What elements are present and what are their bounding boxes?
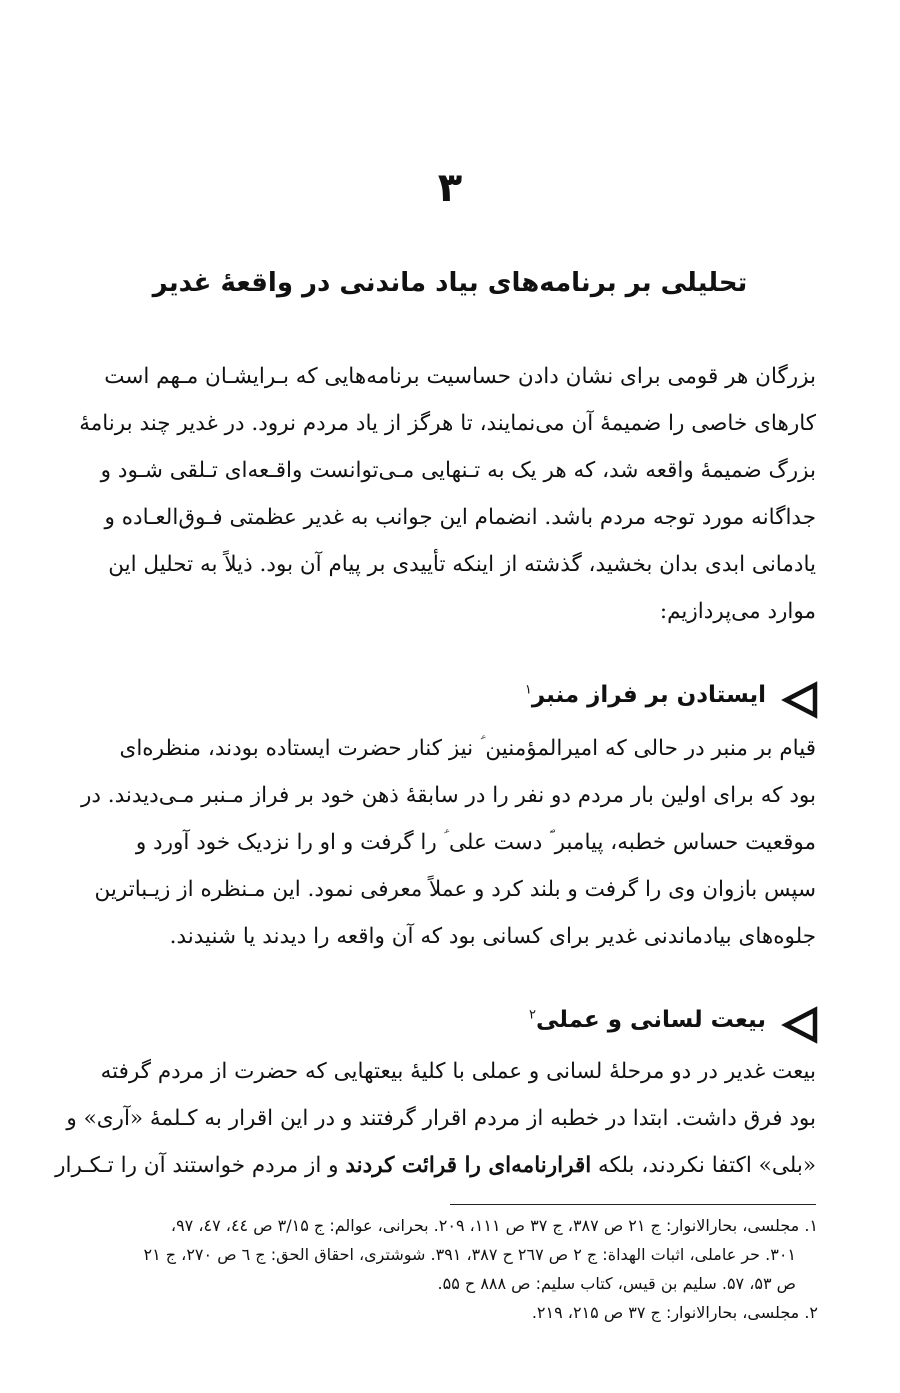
footnote-line: ۳۰۱. حر عاملی، اثبات الهداة: ج ۲ ص ۲٦۷ ح ۳۸۷، ۳۹۱. شوشتری، احقاق الحق: ج ٦ ص ۲۷۰، ج ۲۱ bbox=[143, 1245, 796, 1264]
section1-paragraph bbox=[80, 725, 816, 960]
footnote-line: ۱. مجلسی، بحارالانوار: ج ۲۱ ص ۳۸۷، ج ۳۷ ص ۱۱۱، ۲۰۹. بحرانی، عوالم: ج ۳/۱۵ ص ٤٤، ٤٧، ۹۷، bbox=[170, 1216, 818, 1235]
section-heading-bayat bbox=[88, 1003, 818, 1047]
text-line: موقعیت حساس خطبه، پیامبر ؐ دست علی ؑ را گرفت و او را نزدیک خود آورد و bbox=[135, 830, 816, 855]
triangle-bullet-icon bbox=[782, 1007, 818, 1043]
text-line: سپس بازوان وی را گرفت و بلند کرد و عملاً معرفی نمود. این مـنظره از زیـباترین bbox=[94, 877, 816, 902]
chapter-number: ۳ bbox=[437, 165, 463, 211]
text-line: موارد می‌پردازیم: bbox=[659, 599, 816, 624]
text-line: جلوه‌های بیادماندنی غدیر برای کسانی بود که آن واقعه را دیدند یا شنیدند. bbox=[169, 924, 816, 949]
text-line: بیعت غدیر در دو مرحلهٔ لسانی و عملی با کلیهٔ بیعتهایی که حضرت از مردم گرفته bbox=[100, 1059, 816, 1084]
chapter-title: تحلیلی بر برنامه‌های بیاد ماندنی در واقعهٔ غدیر bbox=[152, 268, 748, 298]
footnote-ref: ۱ bbox=[524, 682, 532, 698]
section-heading-minbar bbox=[88, 678, 818, 722]
footnote-divider bbox=[450, 1204, 816, 1205]
section-heading-text: ایستادن بر فراز منبر$^۱$ bbox=[524, 682, 766, 708]
triangle-bullet-icon bbox=[782, 682, 818, 718]
text-line: بزرگ ضمیمهٔ واقعه شد، که هر یک به تـنهایی مـی‌توانست واقـعه‌ای تـلقی شـود و bbox=[100, 458, 816, 483]
text-line: قیام بر منبر در حالی که امیرالمؤمنین ؑ نیز کنار حضرت ایستاده بودند، منظره‌ای bbox=[119, 736, 816, 761]
footnote-line: ص ۵۳، ۵۷. سلیم بن قیس، کتاب سلیم: ص ۸۸۸ ح ۵۵. bbox=[437, 1274, 796, 1293]
text-line: یادمانی ابدی بدان بخشید، گذشته از اینکه تأییدی بر پیام آن بود. ذیلاً به تحلیل این bbox=[108, 552, 816, 577]
text-line: بود فرق داشت. ابتدا در خطبه از مردم اقرار گرفتند و در این اقرار به کـلمهٔ «آری» و bbox=[66, 1106, 816, 1131]
text-line: کارهای خاصی را ضمیمهٔ آن می‌نمایند، تا هرگز از یاد مردم نرود. در غدیر چند برنامهٔ bbox=[79, 411, 816, 436]
section2-paragraph bbox=[55, 1048, 816, 1189]
footnote-line: ۲. مجلسی، بحارالانوار: ج ۳۷ ص ۲۱۵، ۲۱۹. bbox=[531, 1303, 818, 1322]
bold-phrase: اقرارنامه‌ای را قرائت کردند bbox=[345, 1153, 592, 1178]
text-line: «بلی» اکتفا نکردند، بلکه اقرارنامه‌ای را قرائت کردند و از مردم خواستند آن را تـکـرار bbox=[55, 1153, 816, 1178]
text-line: بزرگان هر قومی برای نشان دادن حساسیت برنامه‌هایی که بـرایشـان مـهم است bbox=[104, 364, 816, 389]
intro-paragraph bbox=[79, 353, 816, 635]
footnote-ref: ۲ bbox=[528, 1007, 536, 1023]
text-line: بود که برای اولین بار مردم دو نفر را در سابقهٔ ذهن خود بر فراز مـنبر مـی‌دیدند. در bbox=[80, 783, 816, 808]
section-heading-text: بیعت لسانی و عملی$^۲$ bbox=[528, 1007, 766, 1033]
text-line: جداگانه مورد توجه مردم باشد. انضمام این جوانب به غدیر عظمتی فـوق‌العـاده و bbox=[104, 505, 816, 530]
